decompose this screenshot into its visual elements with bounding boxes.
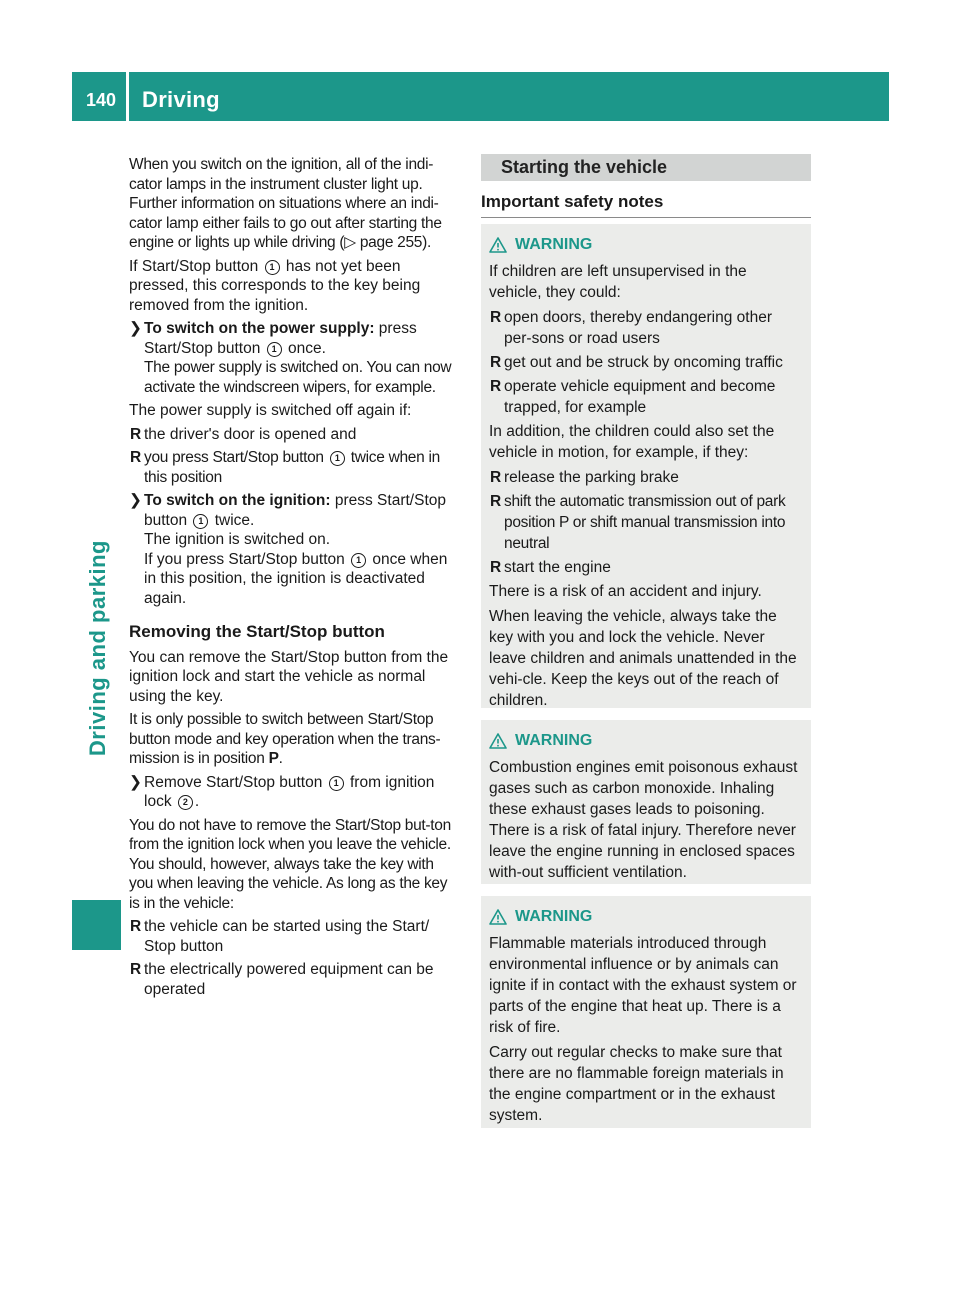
paragraph: You do not have to remove the Start/Stop but-ton from the ignition lock when you leave the vehicle. You should, however, always take the key with you when leaving the vehicle. As long as the key is in the vehicle:: [129, 816, 451, 912]
paragraph: Flammable materials introduced through environmental influence or by animals can ignite if in contact with the exhaust system or parts of the engine that heat up. There is a risk of fire.: [489, 935, 797, 1036]
warning-triangle-icon: [489, 237, 507, 253]
bullet-icon: R: [490, 493, 501, 510]
title-divider: [481, 217, 811, 218]
callout-1-icon: 1: [193, 514, 208, 529]
page-header: [72, 72, 889, 121]
paragraph: There is a risk of an accident and injury.: [489, 583, 762, 600]
callout-1-icon: 1: [267, 342, 282, 357]
bullet-icon: R: [130, 961, 142, 978]
warning-box-flammable: [481, 896, 811, 1128]
warning-box-children: [481, 224, 811, 708]
bullet-icon: R: [490, 354, 502, 371]
bullet-icon: R: [490, 469, 502, 486]
right-column-title: Important safety notes: [481, 192, 664, 211]
paragraph: The power supply is switched off again if:: [129, 402, 412, 419]
section-heading: Starting the vehicle: [481, 154, 811, 181]
arrow-icon: ❯: [129, 320, 142, 337]
paragraph: Carry out regular checks to make sure that there are no flammable foreign materials in the engine compartment or in the exhaust system.: [489, 1044, 784, 1124]
callout-1-icon: 1: [329, 776, 344, 791]
arrow-icon: ❯: [129, 773, 142, 791]
step-result: The ignition is switched on.: [144, 531, 331, 548]
step-result: If you press Start/Stop button 1 once when in this position, the ignition is deactivated again.: [144, 550, 448, 607]
list-item: R open doors, thereby endangering other per-sons or road users: [490, 309, 773, 347]
list-item: R release the parking brake: [490, 469, 679, 486]
list-item: R the electrically powered equipment can be operated: [130, 961, 434, 998]
bullet-icon: R: [490, 309, 502, 326]
bullet-icon: R: [490, 378, 502, 395]
bullet-icon: R: [490, 559, 502, 576]
paragraph: You can remove the Start/Stop button from the ignition lock and start the vehicle as normal using the key.: [129, 648, 449, 705]
page-number: 140: [86, 90, 117, 110]
instruction-step: ❯ To switch on the ignition: press Start/Stop button 1 twice. The ignition is switched on. If you press Start/Stop button 1 once when in this position, the ignition is deactivated again.: [129, 491, 461, 608]
list-item: R you press Start/Stop button 1 twice when in this position: [130, 449, 440, 486]
paragraph: If Start/Stop button 1 has not yet been pressed, this corresponds to the key being removed from the ignition.: [129, 257, 421, 314]
list-item: R get out and be struck by oncoming traffic: [490, 354, 783, 371]
list-item: R the driver's door is opened and: [130, 425, 357, 443]
step-result: The power supply is switched on. You can now activate the windscreen wipers, for example.: [144, 359, 452, 396]
bullet-icon: R: [130, 918, 142, 935]
paragraph: When you switch on the ignition, all of the indi-cator lamps in the instrument cluster light up. Further information on situations where an indi-cator lamp either fails to go out after starting the engine or lights up while driving (▷ page 255).: [129, 156, 442, 251]
warning-triangle-icon: [489, 909, 507, 925]
warning-box-exhaust: [481, 720, 811, 884]
callout-2-icon: 2: [178, 795, 193, 810]
callout-1-icon: 1: [330, 451, 345, 466]
list-item: R operate vehicle equipment and become trapped, for example: [490, 378, 776, 416]
warning-title: WARNING: [489, 906, 803, 927]
instruction-step: ❯ To switch on the power supply: press Start/Stop button 1 once. The power supply is switched on. You can now activate the windscreen wipers, for example.: [129, 319, 461, 397]
side-tab-label: Driving and parking: [85, 540, 110, 757]
callout-1-icon: 1: [351, 553, 366, 568]
warning-triangle-icon: [489, 733, 507, 749]
list-item: R the vehicle can be started using the Start/ Stop button: [130, 918, 430, 955]
paragraph: When leaving the vehicle, always take the key with you and lock the vehicle. Never leave children and animals unattended in the vehi-cle. Keep the keys out of the reach of children.: [489, 608, 797, 709]
paragraph: If children are left unsupervised in the vehicle, they could:: [489, 263, 747, 301]
callout-1-icon: 1: [265, 260, 280, 275]
paragraph: It is only possible to switch between Start/Stop button mode and key operation when the trans-mission is in position P.: [129, 711, 441, 767]
bullet-icon: R: [130, 449, 141, 466]
list-item: R shift the automatic transmission out of park position P or shift manual transmission into neutral: [490, 493, 786, 552]
warning-title: WARNING: [489, 234, 803, 255]
instruction-step: ❯ Remove Start/Stop button 1 from ignition lock 2 .: [129, 773, 435, 810]
bullet-icon: R: [130, 425, 142, 443]
paragraph: In addition, the children could also set the vehicle in motion, for example, if they:: [489, 423, 775, 461]
subsection-heading: Removing the Start/Stop button: [129, 622, 385, 641]
list-item: R start the engine: [490, 559, 611, 576]
paragraph: Combustion engines emit poisonous exhaust gases such as carbon monoxide. Inhaling these exhaust gases leads to poisoning. There is a risk of fatal injury. Therefore never leave the engine running in enclosed spaces with-out sufficient ventilation.: [489, 759, 798, 881]
header-divider: [126, 72, 129, 121]
left-column: [129, 155, 461, 1003]
arrow-icon: ❯: [129, 492, 142, 509]
chapter-title: Driving: [142, 87, 220, 112]
warning-title: WARNING: [489, 730, 803, 751]
side-tab-marker: [72, 900, 121, 950]
